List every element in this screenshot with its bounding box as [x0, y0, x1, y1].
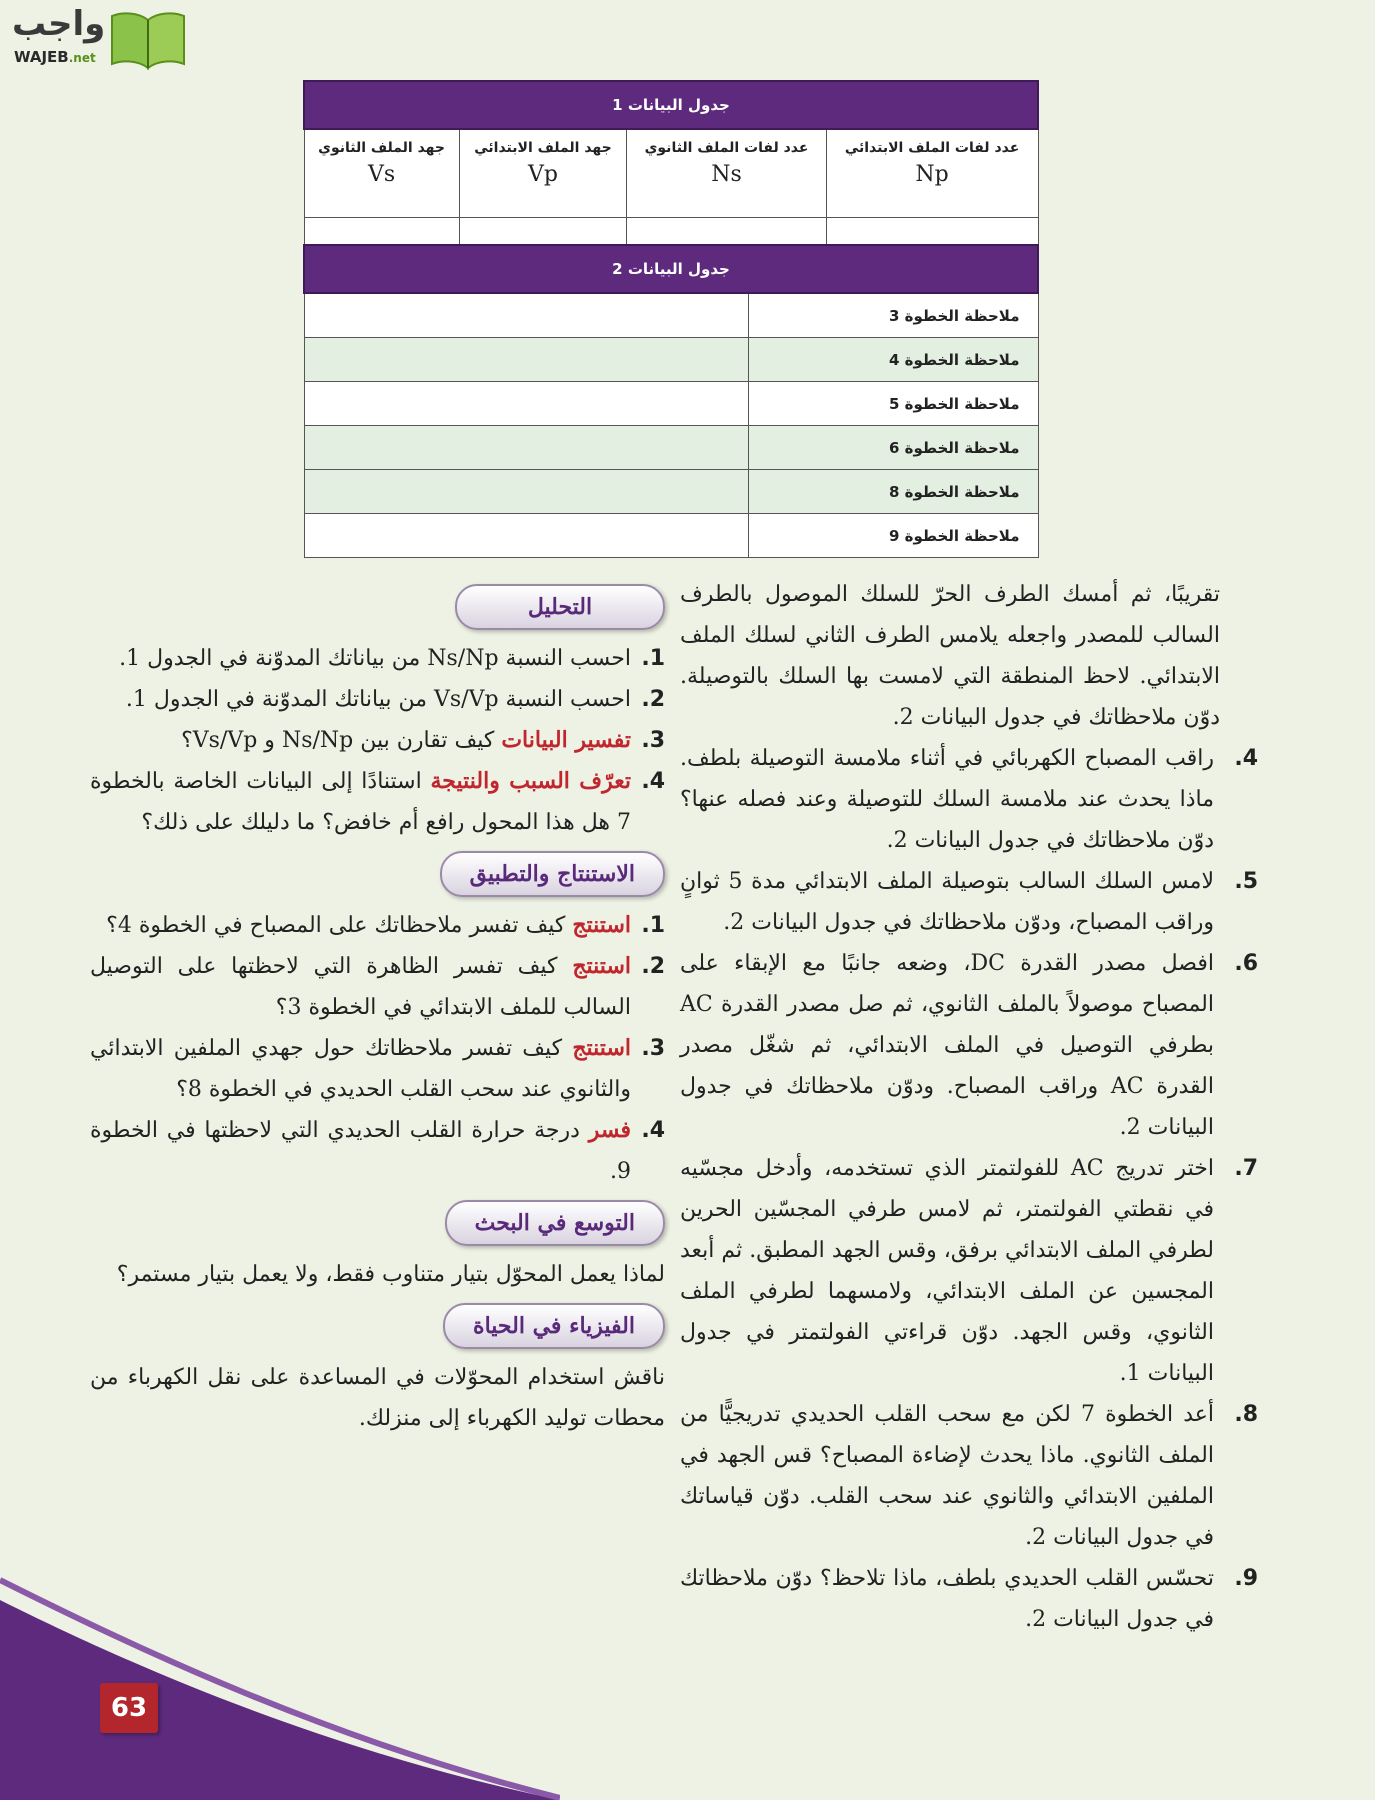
data-table-1 — [303, 80, 1039, 255]
research-heading: التوسع في البحث — [445, 1200, 665, 1246]
table-1-header-vp: جهد الملف الابتدائي Vp — [459, 129, 627, 218]
list-item: 1. احسب النسبة Ns/Np من بياناتك المدوّنة في الجدول 1. — [119, 646, 665, 671]
list-item: 4. فسر درجة حرارة القلب الحديدي التي لاحظتها في الخطوة 9. — [90, 1117, 665, 1184]
row-label: ملاحظة الخطوة 9 — [748, 514, 1038, 558]
list-item: 4. راقب المصباح الكهربائي في أثناء ملامسة التوصيلة بلطف. ماذا يحدث عند ملامسة السلك للتوصيلة وعند فصله عنها؟ دوّن ملاحظاتك في جدول البيانات 2. — [680, 746, 1258, 853]
observation-cell[interactable] — [304, 293, 748, 338]
list-item: 8. أعد الخطوة 7 لكن مع سحب القلب الحديدي تدريجيًّا من الملف الثانوي. ماذا يحدث لإضاءة المصباح؟ قس الجهد في الملفين الابتدائي والثانوي عند سحب القلب. دوّن قياساتك في جدول البيانات 2. — [680, 1402, 1258, 1550]
list-item: 3. استنتج كيف تفسر ملاحظاتك حول جهدي الملفين الابتدائي والثانوي عند سحب القلب الحديدي في الخطوة 8؟ — [90, 1035, 665, 1102]
table-1-header-np: عدد لفات الملف الابتدائي Np — [826, 129, 1038, 218]
logo-latin-text: WAJEB.net — [14, 48, 96, 66]
row-label: ملاحظة الخطوة 4 — [748, 338, 1038, 382]
observation-cell[interactable] — [304, 470, 748, 514]
wajeb-logo[interactable] — [8, 4, 193, 74]
life-heading: الفيزياء في الحياة — [443, 1303, 665, 1349]
list-item: 2. استنتج كيف تفسر الظاهرة التي لاحظتها على التوصيل السالب للملف الابتدائي في الخطوة 3؟ — [90, 953, 665, 1020]
table-row — [304, 426, 1038, 470]
row-label: ملاحظة الخطوة 6 — [748, 426, 1038, 470]
table-1-caption: جدول البيانات 1 — [304, 81, 1038, 129]
table-1-header-ns: عدد لفات الملف الثانوي Ns — [627, 129, 826, 218]
logo-arabic-text: واجب — [12, 4, 106, 44]
data-table-2 — [303, 244, 1039, 558]
list-item: 4. تعرّف السبب والنتيجة استنادًا إلى البيانات الخاصة بالخطوة 7 هل هذا المحول رافع أم خافض؟ ما دليلك على ذلك؟ — [90, 768, 665, 835]
analysis-list — [90, 638, 665, 843]
analysis-heading: التحليل — [455, 584, 665, 630]
research-text: لماذا يعمل المحوّل بتيار متناوب فقط، ولا يعمل بتيار مستمر؟ — [116, 1262, 665, 1287]
row-label: ملاحظة الخطوة 8 — [748, 470, 1038, 514]
procedure-steps — [680, 574, 1258, 1640]
list-item: 6. افصل مصدر القدرة DC، وضعه جانبًا مع الإبقاء على المصباح موصولاً بالملف الثانوي، ثم صل مصدر القدرة AC بطرفي التوصيل في الملف الابتدائي، ثم شغّل مصدر القدرة AC وراقب المصباح. ودوّن ملاحظاتك في جدول البيانات 2. — [680, 951, 1258, 1140]
life-text: ناقش استخدام المحوّلات في المساعدة على نقل الكهرباء من محطات توليد الكهرباء إلى منزلك. — [90, 1365, 665, 1431]
page-number: 63 — [100, 1683, 158, 1733]
observation-cell[interactable] — [304, 382, 748, 426]
table-1-header-vs: جهد الملف الثانوي Vs — [304, 129, 459, 218]
observation-cell[interactable] — [304, 426, 748, 470]
row-label: ملاحظة الخطوة 5 — [748, 382, 1038, 426]
table-2-caption: جدول البيانات 2 — [304, 245, 1038, 293]
conclusion-list — [90, 905, 665, 1192]
list-item: 3. تفسير البيانات كيف تقارن بين Ns/Np و Vs/Vp؟ — [181, 727, 665, 753]
book-icon — [108, 8, 188, 70]
table-row — [304, 382, 1038, 426]
row-label: ملاحظة الخطوة 3 — [748, 293, 1038, 338]
table-row — [304, 293, 1038, 338]
table-row — [304, 514, 1038, 558]
step-3-continuation: تقريبًا، ثم أمسك الطرف الحرّ للسلك الموصول بالطرف السالب للمصدر واجعله يلامس الطرف الثاني لسلك الملف الابتدائي. لاحظ المنطقة التي لامست بها السلك بالتوصيلة. دوّن ملاحظاتك في جدول البيانات 2. — [680, 582, 1220, 730]
decorative-swoosh — [0, 1540, 560, 1800]
table-row — [304, 338, 1038, 382]
observation-cell[interactable] — [304, 514, 748, 558]
list-item: 2. احسب النسبة Vs/Vp من بياناتك المدوّنة في الجدول 1. — [125, 687, 665, 712]
list-item: 5. لامس السلك السالب بتوصيلة الملف الابتدائي مدة 5 ثوانٍ وراقب المصباح، ودوّن ملاحظاتك في جدول البيانات 2. — [680, 869, 1258, 935]
list-item: 9. تحسّس القلب الحديدي بلطف، ماذا تلاحظ؟ دوّن ملاحظاتك في جدول البيانات 2. — [680, 1566, 1258, 1632]
list-item: 1. استنتج كيف تفسر ملاحظاتك على المصباح في الخطوة 4؟ — [106, 912, 665, 938]
observation-cell[interactable] — [304, 338, 748, 382]
list-item: 7. اختر تدريج AC للفولتمتر الذي تستخدمه، وأدخل مجسّيه في نقطتي الفولتمتر، ثم لامس طرفي المجسّين الحرين لطرفي الملف الابتدائي برفق، وقس الجهد المطبق. ثم أبعد المجسين عن الملف الابتدائي، ولامسهما لطرفي الملف الثانوي، وقس الجهد. دوّن قراءتي الفولتمتر في جدول البيانات 1. — [680, 1156, 1258, 1386]
table-row — [304, 470, 1038, 514]
questions-column — [90, 584, 665, 1447]
conclusion-heading: الاستنتاج والتطبيق — [440, 851, 665, 897]
